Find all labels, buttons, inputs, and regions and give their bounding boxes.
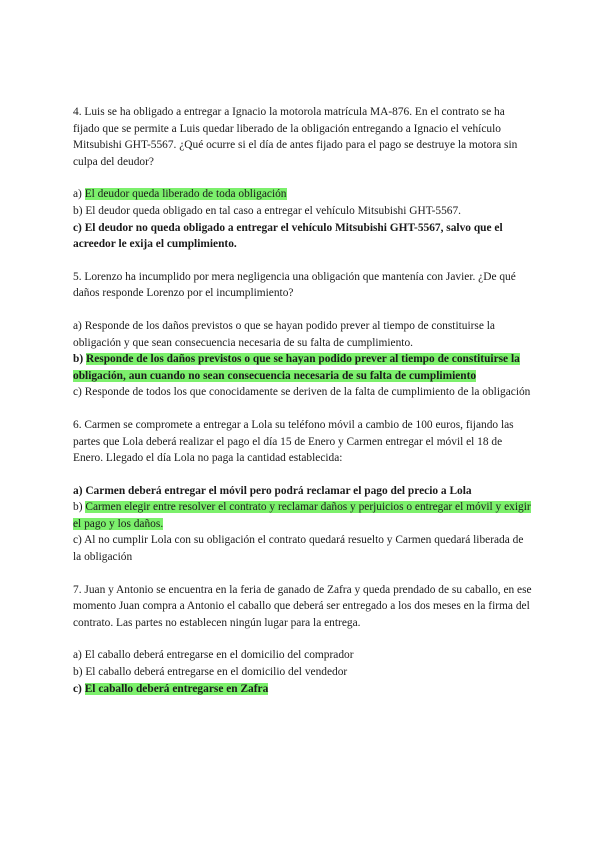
option-7a: a) El caballo deberá entregarse en el domicilio del comprador — [73, 649, 354, 662]
question-6: 6. Carmen se compromete a entregar a Lola su teléfono móvil a cambio de 100 euros, fijando las partes que Lola deberá realizar el pago el día 15 de Enero y Carmen entregar el móvil el 18 de Enero. Llegado el día Lola no paga la cantidad establecida: — [73, 418, 514, 465]
option-4c: c) El deudor no queda obligado a entregar el vehículo Mitsubishi GHT-5567, salvo que el acreedor le exija el cumplimiento. — [73, 221, 503, 251]
document-body — [73, 104, 533, 713]
option-4a — [73, 186, 533, 203]
option-4b: b) El deudor queda obligado en tal caso a entregar el vehículo Mitsubishi GHT-5567. — [73, 204, 462, 217]
option-7b: b) El caballo deberá entregarse en el domicilio del vendedor — [73, 666, 348, 679]
option-5a: a) Responde de los daños previstos o que se hayan podido prever al tiempo de constituirse la obligación y que sean consecuencia necesaria de su falta de cumplimiento. — [73, 319, 495, 349]
option-text-highlighted: Carmen elegir entre resolver el contrato y reclamar daños y perjuicios o entregar el móvil y exigir el pago y los daños. — [73, 501, 531, 530]
option-prefix: b) — [73, 501, 86, 514]
option-prefix: b) — [73, 353, 86, 366]
option-6c: c) Al no cumplir Lola con su obligación el contrato quedará resuelto y Carmen quedará liberada de la obligación — [73, 534, 524, 564]
option-5c: c) Responde de todos los que conocidamente se deriven de la falta de cumplimiento de la obligación — [73, 386, 531, 399]
options-question-6 — [73, 483, 533, 566]
question-5: 5. Lorenzo ha incumplido por mera negligencia una obligación que mantenía con Javier. ¿De qué daños responde Lorenzo por el incumplimiento? — [73, 270, 516, 300]
option-prefix: a) — [73, 188, 85, 201]
option-text-highlighted: El deudor queda liberado de toda obligación — [84, 188, 287, 201]
question-7: 7. Juan y Antonio se encuentra en la feria de ganado de Zafra y queda prendado de su caballo, en ese momento Juan compra a Antonio el caballo que deberá ser entregado a los dos meses en la firma del contrato. Las partes no establecen ningún lugar para la entrega. — [73, 583, 532, 629]
option-6b — [73, 499, 533, 532]
option-6a: a) Carmen deberá entregar el móvil pero podrá reclamar el pago del precio a Lola — [73, 484, 472, 497]
option-5b — [73, 351, 533, 384]
option-prefix: c) — [73, 682, 85, 695]
option-text-highlighted: El caballo deberá entregarse en Zafra — [84, 682, 269, 695]
option-text-highlighted: Responde de los daños previstos o que se hayan podido prever al tiempo de constituirse la obligación, aun cuando no sean consecuencia necesaria de su falta de cumplimiento — [73, 353, 520, 382]
options-question-5 — [73, 318, 533, 401]
question-4: 4. Luis se ha obligado a entregar a Ignacio la motorola matrícula MA-876. En el contrato se ha fijado que se permite a Luis quedar liberado de la obligación entregando a Ignacio el vehículo Mitsubishi GHT-5567. ¿Qué ocurre si el día de antes fijado para el pago se destruye la motora sin culpa del deudor? — [73, 106, 518, 168]
option-7c — [73, 681, 533, 698]
options-question-7 — [73, 647, 533, 697]
options-question-4 — [73, 186, 533, 252]
